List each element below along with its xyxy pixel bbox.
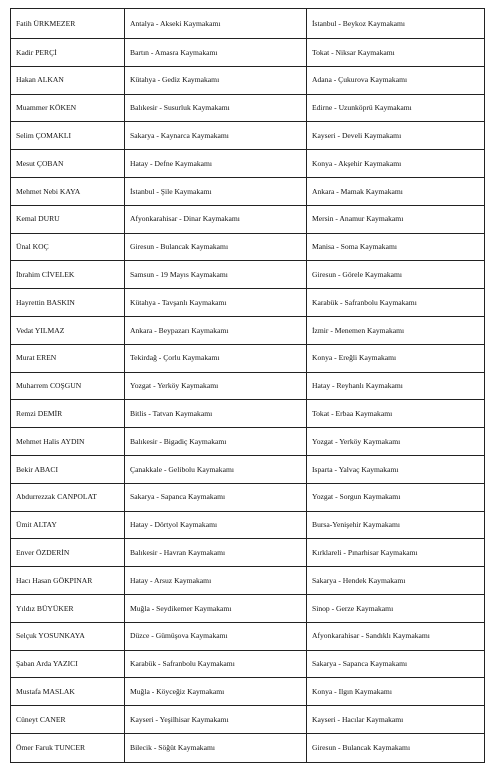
new-post-cell: Isparta - Yalvaç Kaymakamı bbox=[307, 455, 485, 483]
table-row bbox=[11, 678, 485, 706]
name-cell: Fatih ÜRKMEZER bbox=[11, 9, 125, 39]
current-post-cell: Karabük - Safranbolu Kaymakamı bbox=[125, 650, 307, 678]
current-post-cell: Ankara - Beypazarı Kaymakamı bbox=[125, 316, 307, 344]
new-post-cell: Sakarya - Hendek Kaymakamı bbox=[307, 567, 485, 595]
table-row bbox=[11, 261, 485, 289]
current-post-cell: Hatay - Dörtyol Kaymakamı bbox=[125, 511, 307, 539]
current-post-cell: Afyonkarahisar - Dinar Kaymakamı bbox=[125, 205, 307, 233]
table-row bbox=[11, 289, 485, 317]
new-post-cell: Konya - Akşehir Kaymakamı bbox=[307, 150, 485, 178]
name-cell: Hayrettin BASKIN bbox=[11, 289, 125, 317]
name-cell: Murat EREN bbox=[11, 344, 125, 372]
current-post-cell: Balıkesir - Havran Kaymakamı bbox=[125, 539, 307, 567]
current-post-cell: Sakarya - Sapanca Kaymakamı bbox=[125, 483, 307, 511]
current-post-cell: Hatay - Arsuz Kaymakamı bbox=[125, 567, 307, 595]
current-post-cell: Bilecik - Söğüt Kaymakamı bbox=[125, 733, 307, 762]
current-post-cell: Bitlis - Tatvan Kaymakamı bbox=[125, 400, 307, 428]
current-post-cell: Giresun - Bulancak Kaymakamı bbox=[125, 233, 307, 261]
current-post-cell: Kayseri - Yeşilhisar Kaymakamı bbox=[125, 706, 307, 734]
name-cell: Cüneyt CANER bbox=[11, 706, 125, 734]
document-page bbox=[10, 8, 484, 763]
table-row bbox=[11, 706, 485, 734]
table-row bbox=[11, 9, 485, 39]
table-row bbox=[11, 428, 485, 456]
new-post-cell: Tokat - Niksar Kaymakamı bbox=[307, 39, 485, 67]
new-post-cell: Edirne - Uzunköprü Kaymakamı bbox=[307, 94, 485, 122]
name-cell: Vedat YILMAZ bbox=[11, 316, 125, 344]
name-cell: Yıldız BÜYÜKER bbox=[11, 594, 125, 622]
new-post-cell: Manisa - Soma Kaymakamı bbox=[307, 233, 485, 261]
table-row bbox=[11, 372, 485, 400]
new-post-cell: Karabük - Safranbolu Kaymakamı bbox=[307, 289, 485, 317]
new-post-cell: Tokat - Erbaa Kaymakamı bbox=[307, 400, 485, 428]
table-row bbox=[11, 122, 485, 150]
name-cell: Kemal DURU bbox=[11, 205, 125, 233]
name-cell: Bekir ABACI bbox=[11, 455, 125, 483]
new-post-cell: Hatay - Reyhanlı Kaymakamı bbox=[307, 372, 485, 400]
table-row bbox=[11, 733, 485, 762]
table-row bbox=[11, 233, 485, 261]
new-post-cell: Bursa-Yenişehir Kaymakamı bbox=[307, 511, 485, 539]
new-post-cell: İzmir - Menemen Kaymakamı bbox=[307, 316, 485, 344]
current-post-cell: Kütahya - Gediz Kaymakamı bbox=[125, 66, 307, 94]
name-cell: Abdurrezzak CANPOLAT bbox=[11, 483, 125, 511]
current-post-cell: Düzce - Gümüşova Kaymakamı bbox=[125, 622, 307, 650]
table-row bbox=[11, 400, 485, 428]
new-post-cell: Sakarya - Sapanca Kaymakamı bbox=[307, 650, 485, 678]
name-cell: Hacı Hasan GÖKPINAR bbox=[11, 567, 125, 595]
current-post-cell: Samsun - 19 Mayıs Kaymakamı bbox=[125, 261, 307, 289]
table-row bbox=[11, 539, 485, 567]
new-post-cell: Yozgat - Sorgun Kaymakamı bbox=[307, 483, 485, 511]
table-row bbox=[11, 66, 485, 94]
new-post-cell: Konya - Ilgın Kaymakamı bbox=[307, 678, 485, 706]
table-row bbox=[11, 150, 485, 178]
new-post-cell: Giresun - Görele Kaymakamı bbox=[307, 261, 485, 289]
new-post-cell: Afyonkarahisar - Sandıklı Kaymakamı bbox=[307, 622, 485, 650]
table-row bbox=[11, 650, 485, 678]
current-post-cell: Hatay - Defne Kaymakamı bbox=[125, 150, 307, 178]
name-cell: Mesut ÇOBAN bbox=[11, 150, 125, 178]
table-row bbox=[11, 511, 485, 539]
name-cell: Mehmet Halis AYDIN bbox=[11, 428, 125, 456]
name-cell: Şaban Arda YAZICI bbox=[11, 650, 125, 678]
new-post-cell: Konya - Ereğli Kaymakamı bbox=[307, 344, 485, 372]
current-post-cell: Çanakkale - Gelibolu Kaymakamı bbox=[125, 455, 307, 483]
appointments-table bbox=[10, 8, 485, 763]
name-cell: Remzi DEMİR bbox=[11, 400, 125, 428]
table-row bbox=[11, 567, 485, 595]
table-row bbox=[11, 177, 485, 205]
current-post-cell: Balıkesir - Bigadiç Kaymakamı bbox=[125, 428, 307, 456]
table-row bbox=[11, 344, 485, 372]
name-cell: Muharrem COŞGUN bbox=[11, 372, 125, 400]
new-post-cell: Yozgat - Yerköy Kaymakamı bbox=[307, 428, 485, 456]
new-post-cell: Sinop - Gerze Kaymakamı bbox=[307, 594, 485, 622]
table-row bbox=[11, 94, 485, 122]
new-post-cell: İstanbul - Beykoz Kaymakamı bbox=[307, 9, 485, 39]
appointments-table-body bbox=[11, 9, 485, 763]
name-cell: Selçuk YOSUNKAYA bbox=[11, 622, 125, 650]
new-post-cell: Kayseri - Hacılar Kaymakamı bbox=[307, 706, 485, 734]
new-post-cell: Adana - Çukurova Kaymakamı bbox=[307, 66, 485, 94]
current-post-cell: Kütahya - Tavşanlı Kaymakamı bbox=[125, 289, 307, 317]
name-cell: Ümit ALTAY bbox=[11, 511, 125, 539]
name-cell: Hakan ALKAN bbox=[11, 66, 125, 94]
name-cell: Muammer KÖKEN bbox=[11, 94, 125, 122]
table-row bbox=[11, 39, 485, 67]
new-post-cell: Kayseri - Develi Kaymakamı bbox=[307, 122, 485, 150]
new-post-cell: Kırklareli - Pınarhisar Kaymakamı bbox=[307, 539, 485, 567]
current-post-cell: Balıkesir - Susurluk Kaymakamı bbox=[125, 94, 307, 122]
current-post-cell: Muğla - Seydikemer Kaymakamı bbox=[125, 594, 307, 622]
table-row bbox=[11, 205, 485, 233]
table-row bbox=[11, 455, 485, 483]
table-row bbox=[11, 483, 485, 511]
table-row bbox=[11, 316, 485, 344]
name-cell: Ünal KOÇ bbox=[11, 233, 125, 261]
current-post-cell: Tekirdağ - Çorlu Kaymakamı bbox=[125, 344, 307, 372]
name-cell: Enver ÖZDERİN bbox=[11, 539, 125, 567]
current-post-cell: Bartın - Amasra Kaymakamı bbox=[125, 39, 307, 67]
current-post-cell: Sakarya - Kaynarca Kaymakamı bbox=[125, 122, 307, 150]
new-post-cell: Giresun - Bulancak Kaymakamı bbox=[307, 733, 485, 762]
name-cell: Ömer Faruk TUNCER bbox=[11, 733, 125, 762]
name-cell: Mustafa MASLAK bbox=[11, 678, 125, 706]
name-cell: Kadir PERÇİ bbox=[11, 39, 125, 67]
current-post-cell: İstanbul - Şile Kaymakamı bbox=[125, 177, 307, 205]
current-post-cell: Yozgat - Yerköy Kaymakamı bbox=[125, 372, 307, 400]
name-cell: İbrahim CİVELEK bbox=[11, 261, 125, 289]
table-row bbox=[11, 622, 485, 650]
table-row bbox=[11, 594, 485, 622]
current-post-cell: Muğla - Köyceğiz Kaymakamı bbox=[125, 678, 307, 706]
name-cell: Mehmet Nebi KAYA bbox=[11, 177, 125, 205]
current-post-cell: Antalya - Akseki Kaymakamı bbox=[125, 9, 307, 39]
new-post-cell: Ankara - Mamak Kaymakamı bbox=[307, 177, 485, 205]
name-cell: Selim ÇOMAKLI bbox=[11, 122, 125, 150]
new-post-cell: Mersin - Anamur Kaymakamı bbox=[307, 205, 485, 233]
